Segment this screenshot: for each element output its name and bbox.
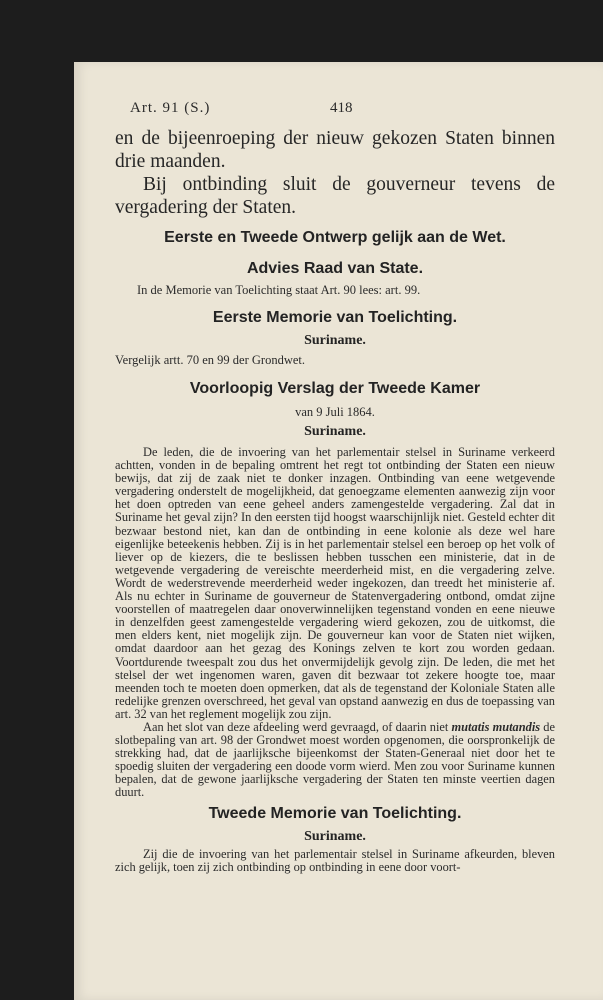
intro-paragraph-1: en de bijeenroeping der nieuw gekozen Staten binnen drie maanden. bbox=[115, 128, 555, 172]
latin-phrase: mutatis mutandis bbox=[451, 719, 541, 734]
verslag-date: van 9 Juli 1864. bbox=[295, 405, 375, 419]
page-number: 418 bbox=[330, 100, 353, 116]
section-title-ontwerp: Eerste en Tweede Ontwerp gelijk aan de Wet. bbox=[164, 229, 506, 246]
tweede-memorie-paragraph-1: Zij die de invoering van het parlementair stelsel in Suriname afkeurden, bleven zich gelijk, toen zij zich ontbinding op ontbinding in eene door voort- bbox=[115, 847, 555, 875]
section-subtitle-suriname-2: Suriname. bbox=[304, 424, 366, 439]
verslag-paragraph-1: De leden, die de invoering van het parlementair stelsel in Suriname verkeerd achtten, vonden in de bepaling omtrent het regt tot ontbinding der Staten een nieuw bewijs, dat zij de zaak niet te donker inzagen. Ontbinding van eene wetgevende vergadering onderstelt de mogelijkheid, dat genoegzame elementen aanwezig zijn voor het doen optreden van eene geheel anders zamengestelde vergadering. Zal dat in Suriname het geval zijn? In den eersten tijd hoogst waarschijnlijk niet. Gesteld echter dit bezwaar bestond niet, kan dan de ontbinding in eene kolonie als deze wel hare eigenlijke beteekenis hebben. Zij is in het parlementair stelsel een beroep op het volk of liever op de kiezers, die te beslissen hebben tusschen een ministerie, dat in de wetgevende vergadering de vereischte meerderheid mist, en die vergadering zelve. Wordt de wederstrevende meerderheid weder ingekozen, dan treedt het ministerie af. Als nu echter in Suriname de gouverneur de Statenvergadering ontbond, omdat zijne voorstellen of maatregelen daar onoverwinnelijken tegenstand vonden en eene nieuwe in denzelfden geest zamengestelde vergadering wierd gekozen, zou de uitkomst, die men elders kent, niet mogelijk zijn. De gouverneur kan voor de Staten niet wijken, omdat daardoor aan het gezag des Konings zelven te kort zou worden gedaan. Voortdurende tweespalt zou dus het onvermijdelijk gevolg zijn. De leden, die met het stelsel der wet ingenomen waren, gaven dit bezwaar tot zekere hoogte toe, maar meenden toch te moeten doen opmerken, dat als de tegenstand der Koloniale Staten alle redelijke grenzen overschreed, het geval van opstand aanwezig en dus de toepassing van art. 32 van het reglement mogelijk zou zijn. bbox=[115, 445, 555, 721]
tweede-memorie-body bbox=[115, 848, 555, 874]
section-title-advies: Advies Raad van State. bbox=[246, 260, 424, 277]
advies-text: In de Memorie van Toelichting staat Art. 90 lees: art. 99. bbox=[137, 283, 421, 297]
section-subtitle-suriname-3: Suriname. bbox=[304, 829, 366, 844]
intro-paragraph-2: Bij ontbinding sluit de gouverneur tevens de vergadering der Staten. bbox=[115, 174, 555, 218]
verslag-paragraph-2: Aan het slot van deze afdeeling werd gevraagd, of daarin niet mutatis mutandis de slotbepaling van art. 98 der Grondwet moest worden opgenomen, die oorspronkelijk de strekking had, dat de jaarlijksche bijeenkomst der Staten-Generaal niet door het te spoedig sluiten der vergadering een doode vorm wierd. Men zou voor Suriname kunnen bepalen, dat de gewone jaarlijksche vergadering der Staten ten minste veertien dagen duurt. bbox=[115, 719, 555, 800]
eerste-memorie-text: Vergelijk artt. 70 en 99 der Grondwet. bbox=[115, 353, 305, 367]
verslag-body bbox=[115, 446, 555, 800]
section-subtitle-suriname-1: Suriname. bbox=[304, 333, 366, 348]
section-title-eerste-memorie: Eerste Memorie van Toelichting. bbox=[212, 309, 458, 326]
section-title-tweede-memorie: Tweede Memorie van Toelichting. bbox=[208, 805, 462, 822]
article-reference: Art. 91 (S.) bbox=[130, 100, 211, 116]
intro-text bbox=[115, 127, 555, 219]
section-title-voorloopig-verslag: Voorloopig Verslag der Tweede Kamer bbox=[189, 380, 481, 397]
